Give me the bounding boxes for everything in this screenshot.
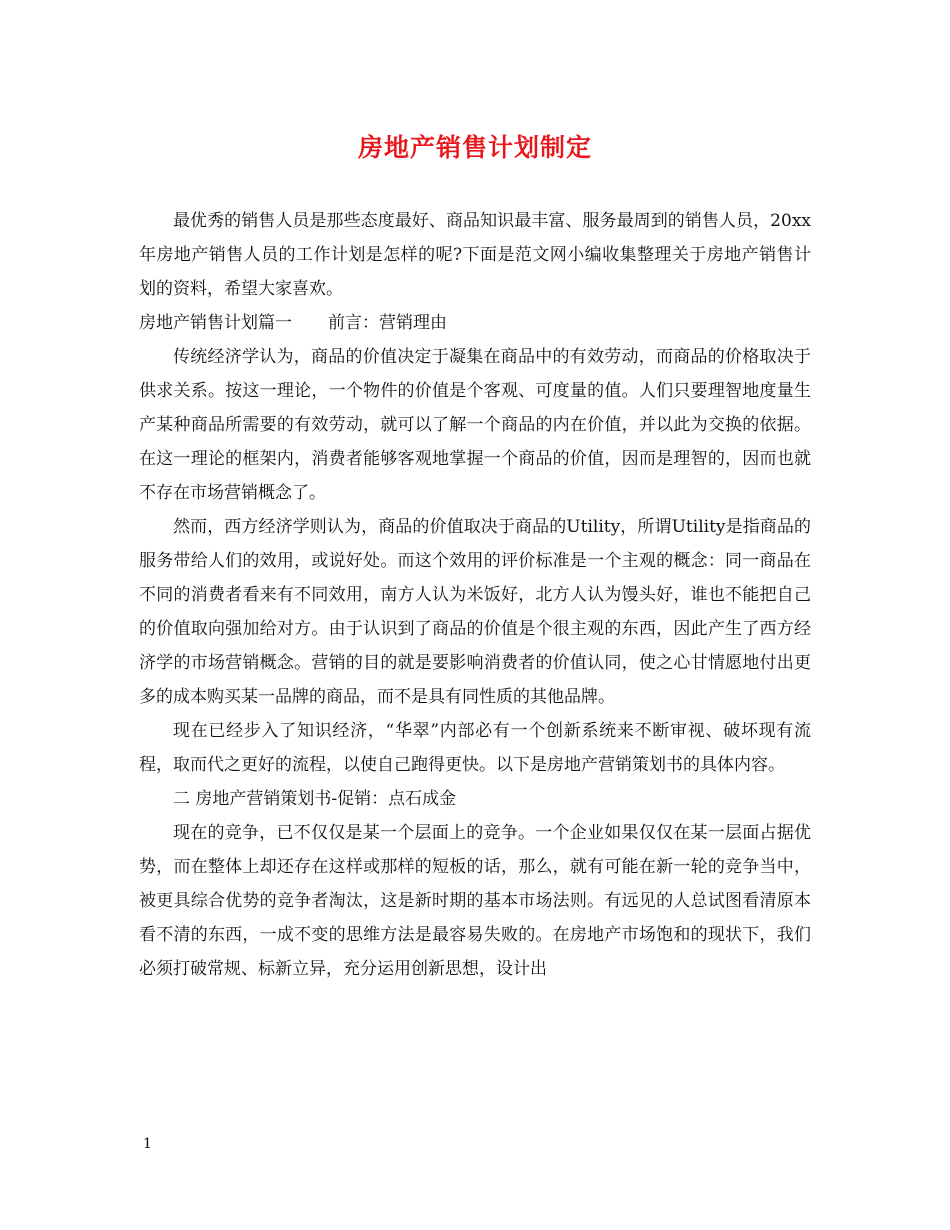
- intro-paragraph: 最优秀的销售人员是那些态度最好、商品知识最丰富、服务最周到的销售人员，20xx年房地产销售人员的工作计划是怎样的呢?下面是范文网小编收集整理关于房地产销售计划的资料，希望大家喜欢。: [139, 211, 811, 299]
- page-number: 1: [143, 1136, 152, 1152]
- document-title: 房地产销售计划制定: [357, 133, 592, 162]
- section2-heading: 二 房地产营销策划书-促销：点石成金: [173, 789, 457, 809]
- paragraph-2: 然而，西方经济学则认为，商品的价值取决于商品的Utility，所谓Utility是指商品的服务带给人们的效用，或说好处。而这个效用的评价标准是一个主观的概念：同一商品在不同的消费者看来有不同效用，南方人认为米饭好，北方人认为馒头好，谁也不能把自己的价值取向强加给对方。由于认识到了商品的价值是个很主观的东西，因此产生了西方经济学的市场营销概念。营销的目的就是要影响消费者的价值认同，使之心甘情愿地付出更多的成本购买某一品牌的商品，而不是具有同性质的其他品牌。: [139, 517, 811, 707]
- paragraph-4: 现在的竞争，已不仅仅是某一个层面上的竞争。一个企业如果仅仅在某一层面占据优势，而在整体上却还存在这样或那样的短板的话，那么，就有可能在新一轮的竞争当中，被更具综合优势的竞争者淘汰，这是新时期的基本市场法则。有远见的人总试图看清原本看不清的东西，一成不变的思维方法是最容易失败的。在房地产市场饱和的现状下，我们必须打破常规、标新立异，充分运用创新思想，设计出: [139, 823, 811, 979]
- section1-label: 房地产销售计划篇一: [139, 313, 292, 333]
- section1-heading: [139, 306, 811, 340]
- section1-subtitle: 前言：营销理由: [328, 313, 447, 333]
- document-body: [139, 204, 811, 986]
- paragraph-3: 现在已经步入了知识经济，“华翠”内部必有一个创新系统来不断审视、破坏现有流程，取而代之更好的流程，以使自己跑得更快。以下是房地产营销策划书的具体内容。: [139, 721, 811, 775]
- paragraph-1: 传统经济学认为，商品的价值决定于凝集在商品中的有效劳动，而商品的价格取决于供求关系。按这一理论，一个物件的价值是个客观、可度量的值。人们只要理智地度量生产某种商品所需要的有效劳动，就可以了解一个商品的内在价值，并以此为交换的依据。在这一理论的框架内，消费者能够客观地掌握一个商品的价值，因而是理智的，因而也就不存在市场营销概念了。: [139, 347, 811, 503]
